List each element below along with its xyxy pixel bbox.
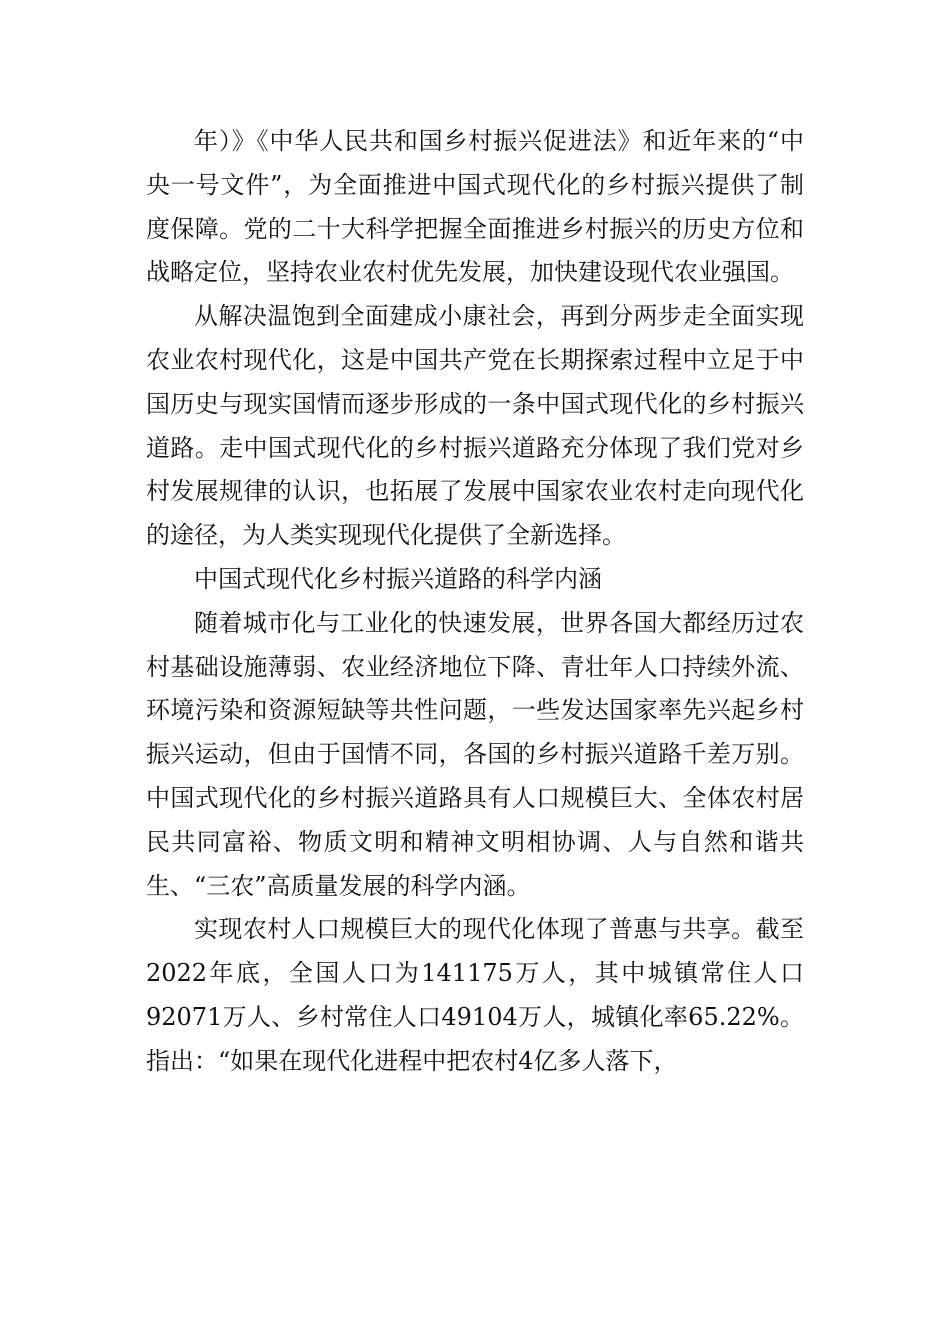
paragraph-1: 年）》《中华人民共和国乡村振兴促进法》和近年来的“中央一号文件”，为全面推进中国式现代化的乡村振兴提供了制度保障。党的二十大科学把握全面推进乡村振兴的历史方位和战略定位，坚持农业农村优先发展，加快建设现代农业强国。 (146, 127, 804, 287)
paragraph-2: 从解决温饱到全面建成小康社会，再到分两步走全面实现农业农村现代化，这是中国共产党在长期探索过程中立足于中国历史与现实国情而逐步形成的一条中国式现代化的乡村振兴道路。走中国式现代化的乡村振兴道路充分体现了我们党对乡村发展规律的认识，也拓展了发展中国家农业农村走向现代化的途径，为人类实现现代化提供了全新选择。 (146, 302, 804, 550)
document-body (146, 120, 804, 1084)
section-heading: 中国式现代化乡村振兴道路的科学内涵 (194, 564, 602, 593)
paragraph-3: 随着城市化与工业化的快速发展，世界各国大都经历过农村基础设施薄弱、农业经济地位下降、青壮年人口持续外流、环境污染和资源短缺等共性问题，一些发达国家率先兴起乡村振兴运动，但由于国情不同，各国的乡村振兴道路千差万别。中国式现代化的乡村振兴道路具有人口规模巨大、全体农村居民共同富裕、物质文明和精神文明相协调、人与自然和谐共生、“三农”高质量发展的科学内涵。 (146, 608, 804, 900)
paragraph-4: 实现农村人口规模巨大的现代化体现了普惠与共享。截至2022年底，全国人口为141175万人，其中城镇常住人口92071万人、乡村常住人口49104万人，城镇化率65.22%。指出：“如果在现代化进程中把农村4亿多人落下， (146, 915, 804, 1075)
